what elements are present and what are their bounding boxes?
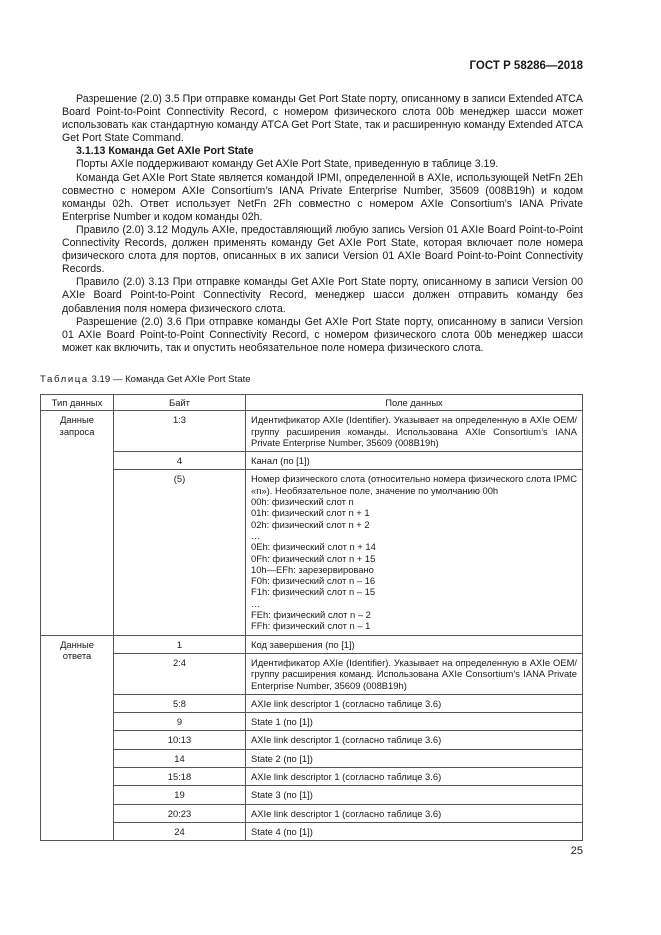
description-line: Канал (по [1]) [251, 455, 310, 467]
paragraph: Разрешение (2.0) 3.5 При отправке команды Get Port State порту, описанному в записи Extended ATCA Board Point-to-Point Connectivity Record, с номером физического слота 00b менеджер шасси может использовать как стандартную команду ATCA Get Port State, так и расширенную команду Extended ATCA Get Port State Command. [62, 93, 583, 145]
table-row [41, 653, 583, 694]
page-number: 25 [570, 845, 583, 857]
cell-byte: 1 [114, 635, 246, 653]
body-text [62, 93, 583, 355]
description-line: State 2 (по [1]) [251, 752, 313, 764]
description-line: Идентификатор AXIe (Identifier). Указывает на определенную в AXIe OEM/группу расширения команды. Использована AXIe Consortium’s IANA Private Enterprise Number, 35609 (008B19h) [251, 414, 577, 448]
table-row [41, 768, 583, 786]
cell-description [246, 822, 583, 840]
description-line: F1h: физический слот n – 15 [251, 586, 376, 598]
cell-byte: 19 [114, 786, 246, 804]
description-line: 10h—EFh: зарезервировано [251, 563, 374, 575]
cell-byte: 5:8 [114, 694, 246, 712]
cell-byte: 1:3 [114, 411, 246, 452]
paragraph: Правило (2.0) 3.13 При отправке команды Get AXIe Port State порту, описанному в записи Version 00 AXIe Board Point-to-Point Connectivity Record, менеджер шасси должен отправить команду без добавления поля номера физического слота. [62, 276, 583, 315]
cell-byte: 15:18 [114, 768, 246, 786]
table-row [41, 822, 583, 840]
cell-data-type: Данные запроса [41, 411, 114, 635]
table-row [41, 731, 583, 749]
header-type: Тип данных [41, 395, 114, 411]
description-line: FFh: физический слот n – 1 [251, 620, 371, 632]
description-line: 00h: физический слот n [251, 496, 354, 508]
description-line: Номер физического слота (относительно номера физического слота IPMC «n»). Необязательное поле, значение по умолчанию 00h [251, 473, 577, 496]
cell-description [246, 731, 583, 749]
description-line: FEh: физический слот n – 2 [251, 609, 371, 621]
description-line: Код завершения (по [1]) [251, 638, 355, 650]
cell-description [246, 653, 583, 694]
description-line: 01h: физический слот n + 1 [251, 507, 370, 519]
paragraph: Правило (2.0) 3.12 Модуль AXIe, предоставляющий любую запись Version 01 AXIe Board Point-to-Point Connectivity Records, должен применять команду Get AXIe Port State, которая включает поле номера физического слота для портов, описанных в их записи Version 01 AXIe Board Point-to-Point Connectivity Records. [62, 223, 583, 276]
cell-byte: 20:23 [114, 804, 246, 822]
paragraph: Разрешение (2.0) 3.6 При отправке команды Get AXIe Port State порту, описанному в записи Version 01 AXIe Board Point-to-Point Connectivity Record, с номером физического слота 00b менеджер шасси может как включить, так и опустить необязательное поле номера физического слота. [62, 315, 583, 354]
description-line: 02h: физический слот n + 2 [251, 518, 370, 530]
cell-description [246, 635, 583, 653]
port-state-table [40, 394, 583, 841]
cell-description [246, 768, 583, 786]
cell-description [246, 749, 583, 767]
cell-data-type: Данные ответа [41, 635, 114, 841]
table-row [41, 411, 583, 452]
description-line: Идентификатор AXIe (Identifier). Указывает на определенную в AXIe OEM/группу расширения команд. Использована AXIe Consortium’s IANA Private Enterprise Number, 35609 (008B19h) [251, 656, 577, 691]
cell-byte: 4 [114, 452, 246, 470]
cell-byte: 24 [114, 822, 246, 840]
table-caption [40, 374, 251, 385]
table-row [41, 452, 583, 470]
table-row [41, 470, 583, 635]
table-row [41, 749, 583, 767]
description-line: AXIe link descriptor 1 (согласно таблице 3.6) [251, 734, 442, 746]
description-line: 0Eh: физический слот n + 14 [251, 541, 376, 553]
table-row [41, 713, 583, 731]
cell-description [246, 470, 583, 635]
header-byte: Байт [114, 395, 246, 411]
paragraph: Порты AXIe поддерживают команду Get AXIe Port State, приведенную в таблице 3.19. [76, 158, 499, 171]
cell-byte: 14 [114, 749, 246, 767]
description-line: State 4 (по [1]) [251, 825, 313, 837]
cell-description [246, 411, 583, 452]
cell-description [246, 713, 583, 731]
description-line: AXIe link descriptor 1 (согласно таблице 3.6) [251, 771, 442, 783]
table-row [41, 635, 583, 653]
table-caption-text: 3.19 — Команда Get AXIe Port State [88, 374, 251, 385]
description-line: AXIe link descriptor 1 (согласно таблице 3.6) [251, 807, 442, 819]
header-desc: Поле данных [246, 395, 583, 411]
table-row [41, 786, 583, 804]
description-line: 0Fh: физический слот n + 15 [251, 552, 376, 564]
section-heading: 3.1.13 Команда Get AXIe Port State [76, 145, 254, 158]
table-row [41, 694, 583, 712]
table-header-row [41, 395, 583, 411]
cell-byte: (5) [114, 470, 246, 635]
table-caption-label: Таблица [40, 374, 89, 385]
table-body [41, 411, 583, 841]
cell-byte: 9 [114, 713, 246, 731]
description-line: … [251, 597, 261, 609]
cell-byte: 2:4 [114, 653, 246, 694]
description-line: AXIe link descriptor 1 (согласно таблице 3.6) [251, 697, 442, 709]
cell-description [246, 452, 583, 470]
table-row [41, 804, 583, 822]
cell-description [246, 804, 583, 822]
cell-description [246, 694, 583, 712]
cell-description [246, 786, 583, 804]
description-line: F0h: физический слот n – 16 [251, 575, 376, 587]
cell-byte: 10:13 [114, 731, 246, 749]
document-standard-number: ГОСТ Р 58286—2018 [469, 60, 583, 72]
description-line: … [251, 529, 261, 541]
description-line: State 3 (по [1]) [251, 789, 313, 801]
paragraph: Команда Get AXIe Port State является командой IPMI, определенной в AXIe, использующей NetFn 2Eh совместно с номером AXIe Consortium’s IANA Private Enterprise Number, 35609 (008B19h) и кодом команды 02h. Ответ использует NetFn 2Fh совместно с номером AXIe Consortium’s IANA Private Enterprise Number и кодом команды 02h. [62, 171, 583, 223]
description-line: State 1 (по [1]) [251, 716, 313, 728]
